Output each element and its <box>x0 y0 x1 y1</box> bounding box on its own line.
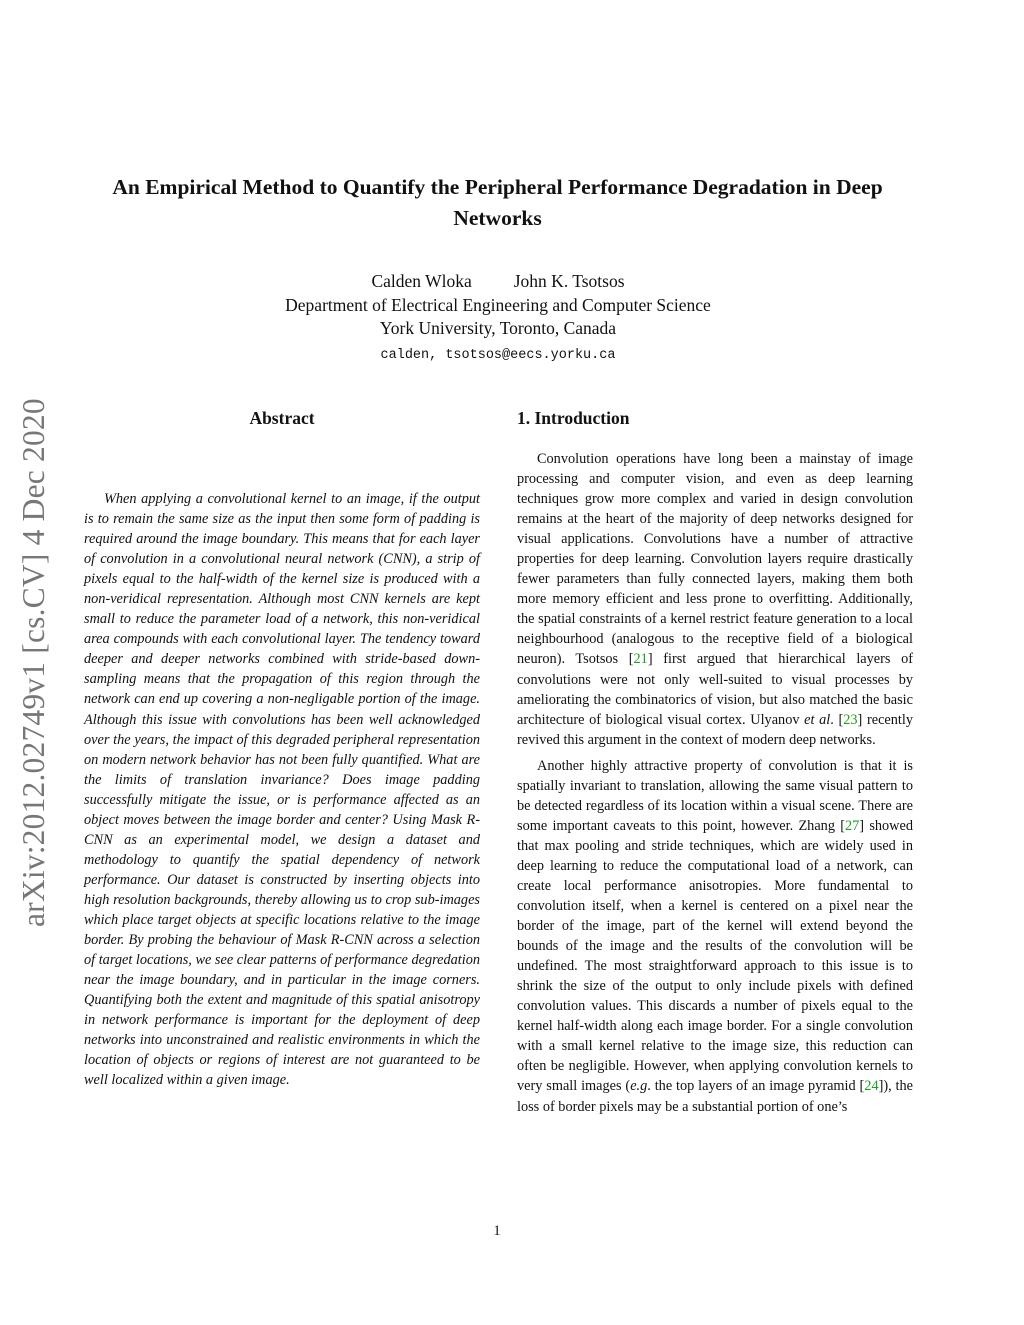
citation-link[interactable]: 27 <box>845 817 860 834</box>
page-number: 1 <box>493 1223 501 1239</box>
citation-link[interactable]: 21 <box>633 651 648 668</box>
arxiv-identifier: arXiv:2012.02749v1 [cs.CV] 4 Dec 2020 <box>16 398 51 927</box>
paper-title: An Empirical Method to Quantify the Peripheral Performance Degradation in Deep Networks <box>112 175 883 230</box>
abstract-heading: Abstract <box>249 408 315 428</box>
author-block <box>150 270 846 367</box>
paragraph: Another highly attractive property of convolution is that it is spatially invariant to translation, allowing the same visual pattern to be detected regardless of its location within a visual scene. There are some important caveats to this point, however. Zhang [27] showed that max pooling and stride techniques, which are widely used in deep learning to reduce the computational load of a network, can create local performance anisotropies. More fundamental to convolution itself, when a kernel is centered on a pixel near the border of the image, part of the kernel will extend beyond the bounds of the image and the results of the convolution will be undefined. The most straightforward approach to this issue is to shrink the size of the output to only include pixels with defined convolution values. This discards a number of pixels equal to the kernel half-width along each image border. For a single convolution with a small kernel relative to the image size, this reduction can often be negligible. However, when applying convolution kernels to very small images (e.g. the top layers of an image pyramid [24]), the loss of border pixels may be a substantial portion of one’s <box>517 757 914 1115</box>
author-email: calden, tsotsos@eecs.yorku.ca <box>380 347 616 363</box>
author-name: John K. Tsotsos <box>513 271 625 291</box>
affiliation-university: York University, Toronto, Canada <box>379 318 617 338</box>
paragraph: Convolution operations have long been a mainstay of image processing and computer vision, and even as deep learning techniques grow more complex and varied in design convolution remains at the heart of the majority of deep networks designed for visual applications. Convolutions have a number of attractive properties for deep learning. Convolution layers require drastically fewer parameters than fully connected layers, making them both more memory efficient and less prone to overfitting. Additionally, the spatial constraints of a kernel restrict feature generation to a local neighbourhood (analogous to the receptive field of a biological neuron). Tsotsos [21] first argued that hierarchical layers of convolutions were not only well-suited to visual processes by ameliorating the combinatorics of vision, but also matched the basic architecture of biological visual cortex. Ulyanov et al. [23] recently revived this argument in the context of modern deep networks. <box>517 451 913 748</box>
author-names <box>150 270 846 294</box>
author-name: Calden Wloka <box>371 271 472 291</box>
citation-link[interactable]: 23 <box>843 711 858 728</box>
affiliation-department: Department of Electrical Engineering and Computer Science <box>285 294 711 315</box>
section-heading-introduction: 1. Introduction <box>517 408 630 428</box>
introduction-body <box>517 449 913 1123</box>
citation-link[interactable]: 24 <box>864 1078 879 1095</box>
abstract-text: When applying a convolutional kernel to an image, if the output is to remain the same size as the input then some form of padding is required around the image boundary. This means that for each layer of convolution in a convolutional neural network (CNN), a strip of pixels equal to the half-width of the kernel size is produced with a non-veridical representation. Although most CNN kernels are kept small to reduce the parameter load of a network, this non-veridical area compounds with each convolutional layer. The tendency toward deeper and deeper networks combined with stride-based down-sampling means that the propagation of this region through the network can end up covering a non-negligable portion of the image. Although this issue with convolutions has been well acknowledged over the years, the impact of this degraded peripheral representation on modern network behavior has not been fully quantified. What are the limits of translation invariance? Does image padding successfully mitigate the issue, or is performance affected as an object moves between the image border and center? Using Mask R-CNN as an experimental model, we design a dataset and methodology to quantify the spatial dependency of network performance. Our dataset is constructed by inserting objects into high resolution backgrounds, thereby allowing us to crop sub-images which place target objects at specific locations relative to the image border. By probing the behaviour of Mask R-CNN across a selection of target locations, we see clear patterns of performance degredation near the image boundary, and in particular in the image corners. Quantifying both the extent and magnitude of this spatial anisotropy in network performance is important for the deployment of deep networks into unconstrained and realistic environments in which the location of objects or regions of interest are not guaranteed to be well localized within a given image. <box>84 491 481 1089</box>
